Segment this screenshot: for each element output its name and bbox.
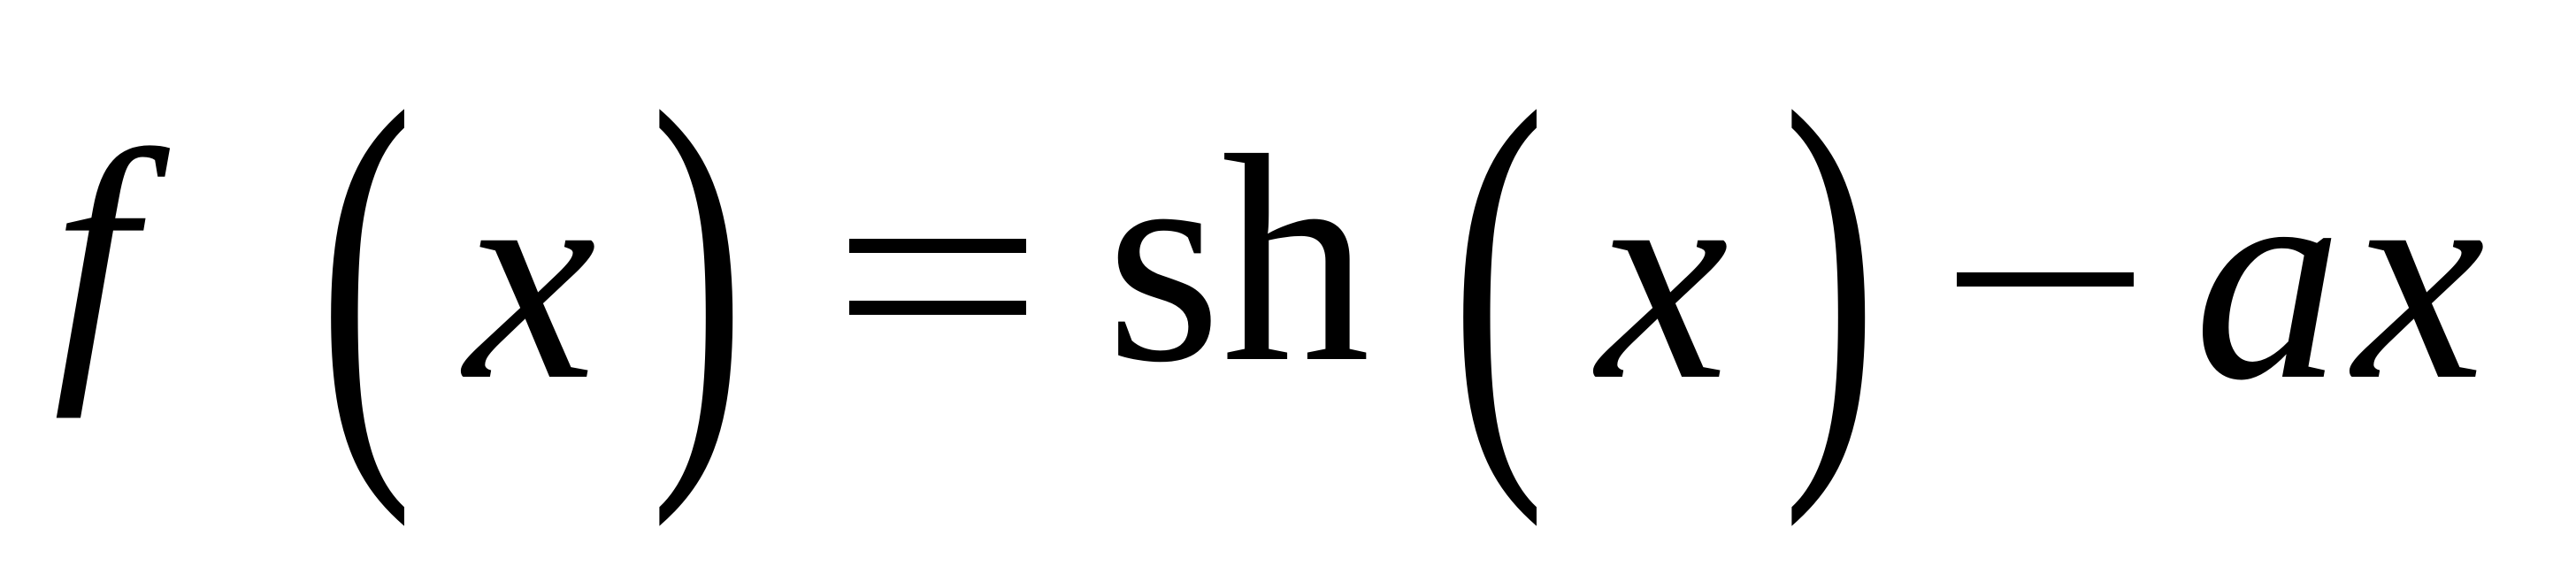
left-paren-1: (	[318, 19, 414, 528]
right-paren-2: )	[1782, 19, 1878, 528]
function-f: f	[53, 90, 136, 419]
equals-sign	[849, 239, 1026, 318]
variable-x-2: x	[1597, 112, 1729, 441]
variable-x-3: x	[2353, 112, 2486, 441]
variable-x-1: x	[464, 112, 597, 441]
sinh-function: sh	[1106, 95, 1370, 424]
left-paren-2: (	[1451, 19, 1546, 528]
coefficient-a: a	[2194, 112, 2342, 441]
minus-sign	[1957, 272, 2134, 290]
right-paren-1: )	[650, 19, 746, 528]
